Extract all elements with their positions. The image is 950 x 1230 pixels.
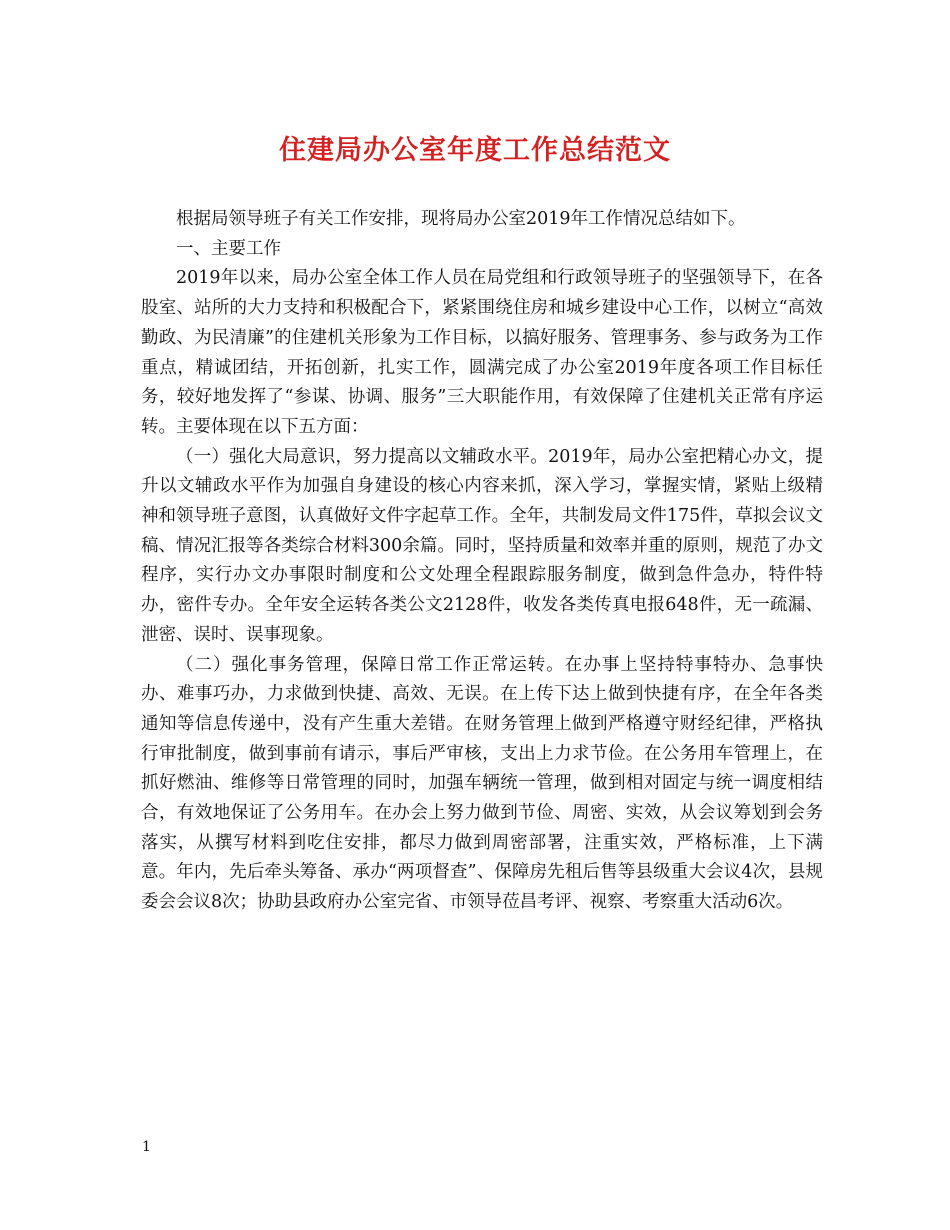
document-title: 住建局办公室年度工作总结范文 — [279, 135, 671, 166]
paragraph-item-one: （一）强化大局意识，努力提高以文辅政水平。2019年，局办公室把精心办文，提升以文辅政水平作为加强自身建设的核心内容来抓，深入学习，掌握实情，紧贴上级精神和领导班子意图，认真做好文件字起草工作。全年，共制发局文件175件，草拟会议文稿、情况汇报等各类综合材料300余篇。同时，坚持质量和效率并重的原则，规范了办文程序，实行办文办事限时制度和公文处理全程跟踪服务制度，做到急件急办，特件特办，密件专办。全年安全运转各类公文2128件，收发各类传真电报648件，无一疏漏、泄密、误时、误事现象。 — [141, 446, 823, 645]
paragraph-item-two: （二）强化事务管理，保障日常工作正常运转。在办事上坚持特事特办、急事快办、难事巧办，力求做到快捷、高效、无误。在上传下达上做到快捷有序，在全年各类通知等信息传递中，没有产生重大差错。在财务管理上做到严格遵守财经纪律，严格执行审批制度，做到事前有请示，事后严审核，支出上力求节俭。在公务用车管理上，在抓好燃油、维修等日常管理的同时，加强车辆统一管理，做到相对固定与统一调度相结合，有效地保证了公务用车。在办会上努力做到节俭、周密、实效，从会议筹划到会务落实，从撰写材料到吃住安排，都尽力做到周密部署，注重实效，严格标准，上下满意。年内，先后牵头筹备、承办“两项督查”、保障房先租后售等县级重大会议4次，县规委会会议8次；协助县政府办公室完省、市领导莅昌考评、视察、考察重大活动6次。 — [141, 654, 823, 913]
paragraph-overview: 2019年以来，局办公室全体工作人员在局党组和行政领导班子的坚强领导下，在各股室、站所的大力支持和积极配合下，紧紧围绕住房和城乡建设中心工作，以树立“高效勤政、为民清廉”的住建机关形象为工作目标，以搞好服务、管理事务、参与政务为工作重点，精诚团结，开拓创新，扎实工作，圆满完成了办公室2019年度各项工作目标任务，较好地发挥了“参谋、协调、服务”三大职能作用，有效保障了住建机关正常有序运转。主要体现在以下五方面： — [141, 268, 823, 437]
page-number: 1 — [142, 1139, 151, 1155]
section-heading-main-work: 一、主要工作 — [176, 238, 281, 259]
document-body — [141, 205, 823, 918]
paragraph-intro: 根据局领导班子有关工作安排，现将局办公室2019年工作情况总结如下。 — [176, 209, 746, 229]
